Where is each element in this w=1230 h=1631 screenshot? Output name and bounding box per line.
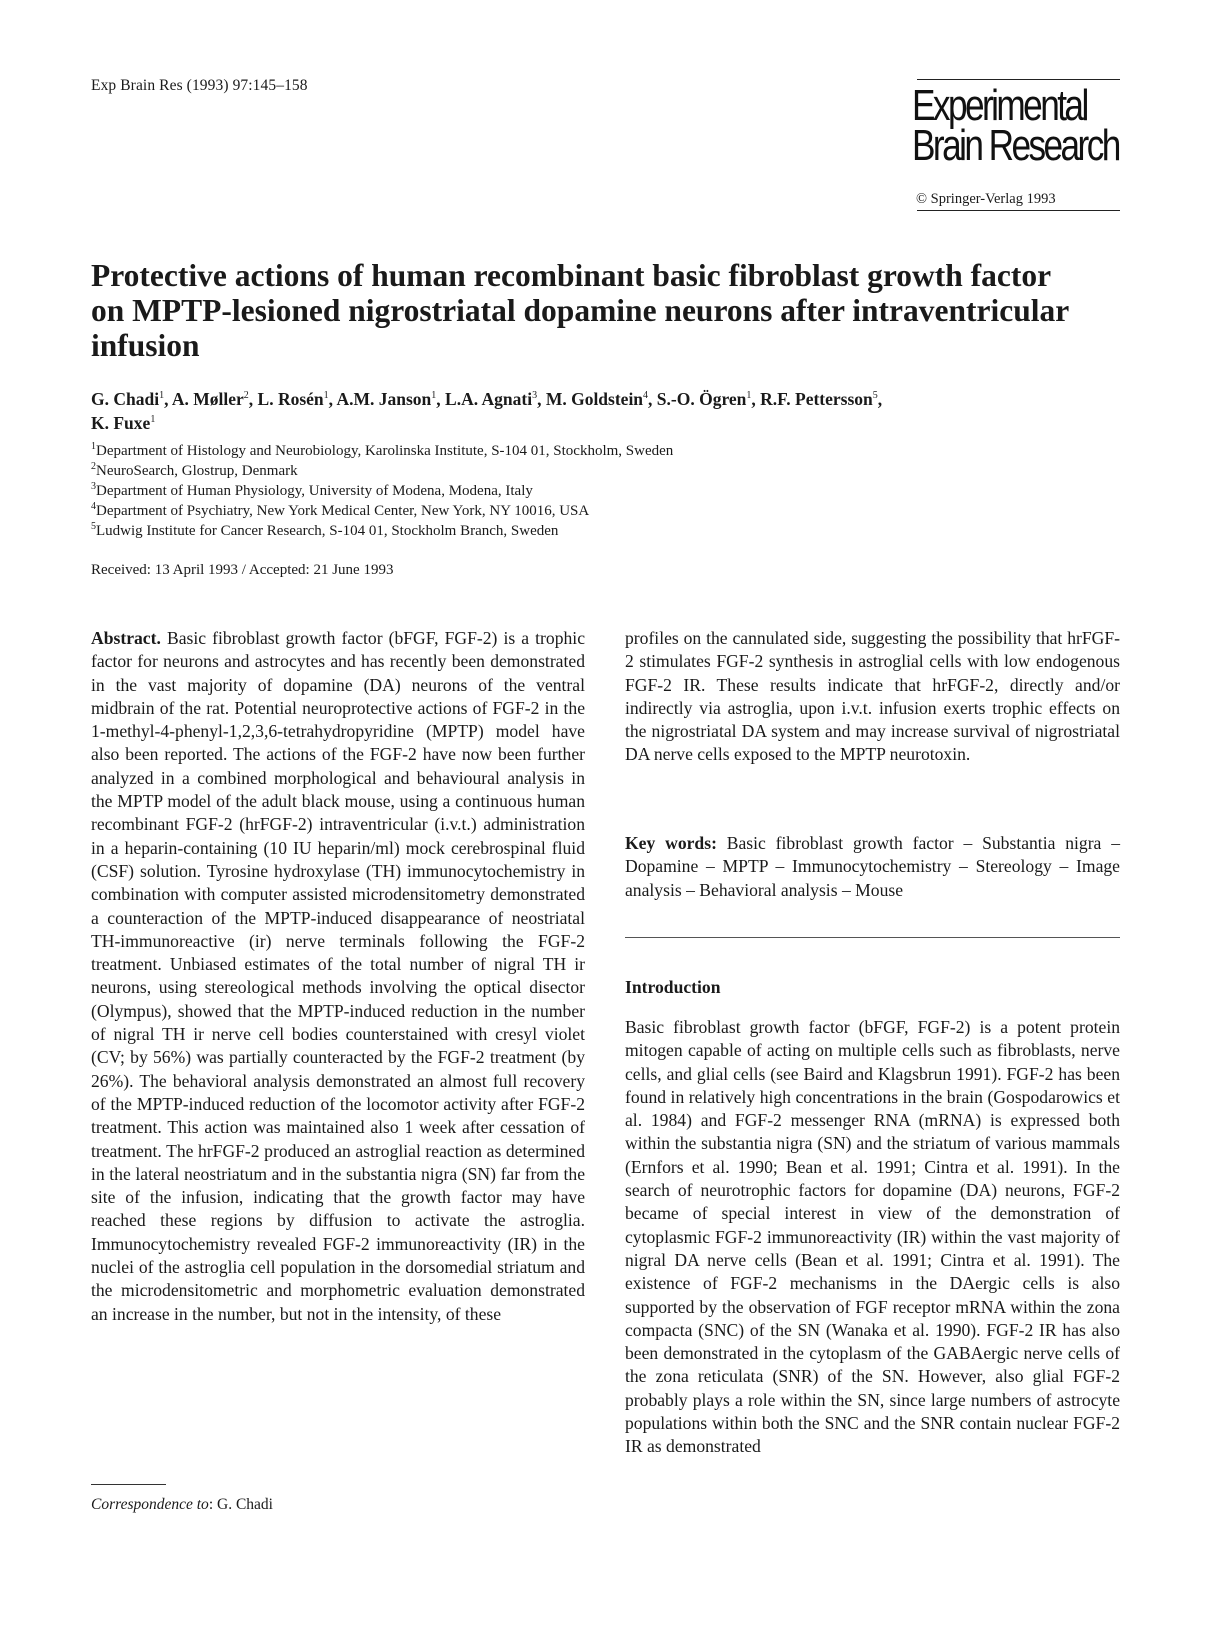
affiliation: $^1$Department of Histology and Neurobiology, Karolinska Institute, S-104 01, Stockholm, Sweden	[91, 441, 674, 459]
author-affiliation-mark: 3	[532, 390, 538, 402]
introduction-text: Basic fibroblast growth factor (bFGF, FGF-2) is a potent protein mitogen capable of acting on multiple cells such as fibroblasts, nerve cells, and glial cells (see Baird and Klagsbrun 1991). FGF-2 has been found in relatively high concentrations in the brain (Gospodarowics et al. 1984) and FGF-2 messenger RNA (mRNA) is expressed both within the substantia nigra (SN) and the striatum of various mammals (Ernfors et al. 1990; Bean et al. 1991; Cintra et al. 1991). In the search of neurotrophic factors for dopamine (DA) neurons, FGF-2 became of special interest in view of the demonstration of cytoplasmic FGF-2 immunoreactivity (IR) within the vast majority of nigral DA nerve cells (Bean et al. 1991; Cintra et al. 1991). The existence of FGF-2 mechanisms in the DAergic cells is also supported by the observation of FGF receptor mRNA within the zona compacta (SNC) of the SN (Wanaka et al. 1990). FGF-2 IR has also been demonstrated in the cytoplasm of the GABAergic nerve cells of the zona reticulata (SNR) of the SN. However, also glial FGF-2 probably plays a role within the SN, since large numbers of astrocyte populations within both the SNC and the SNR contain nuclear FGF-2 IR as demonstrated	[625, 1017, 1120, 1457]
abstract-continuation: profiles on the cannulated side, suggesting the possibility that hrFGF-2 stimulates FGF-2 synthesis in astroglial cells with low endogenous FGF-2 IR. These results indicate that hrFGF-2, directly and/or indirectly via astroglia, upon i.v.t. infusion exerts trophic effects on the nigrostriatal DA system and may increase survival of nigrostriatal DA nerve cells exposed to the MPTP neurotoxin.	[625, 628, 1120, 765]
author-affiliation-mark: 2	[243, 390, 249, 402]
footnote-rule	[91, 1484, 166, 1485]
author: L. Rosén	[257, 389, 324, 409]
abstract-label: Abstract.	[91, 628, 161, 648]
abstract-paragraph	[91, 627, 585, 1326]
affiliation: $^4$Department of Psychiatry, New York Medical Center, New York, NY 10016, USA	[91, 501, 590, 519]
author-affiliation-mark: 4	[643, 390, 649, 402]
journal-logo-rule-bottom	[917, 210, 1120, 211]
author: R.F. Pettersson	[760, 389, 873, 409]
author: M. Goldstein	[545, 389, 644, 409]
keywords-text: Basic fibroblast growth factor – Substantia nigra – Dopamine – MPTP – Immunocytochemistry – Stereology – Image analysis – Behavioral analysis – Mouse	[625, 833, 1120, 900]
author-affiliation-mark: 1	[746, 390, 752, 402]
journal-logo-line1: Experimental	[912, 81, 1087, 130]
journal-logo	[912, 81, 1119, 170]
received-accepted-dates: Received: 13 April 1993 / Accepted: 21 June 1993	[91, 562, 394, 578]
introduction-heading: Introduction	[625, 977, 721, 997]
author: L.A. Agnati	[445, 389, 533, 409]
author: G. Chadi	[91, 389, 160, 409]
abstract-text-left: Basic fibroblast growth factor (bFGF, FGF-2) is a trophic factor for neurons and astrocytes and has recently been demonstrated in the vast majority of dopamine (DA) neurons of the ventral midbrain of the rat. Potential neuroprotective actions of FGF-2 in the 1-methyl-4-phenyl-1,2,3,6-tetrahydropyridine (MPTP) model have also been reported. The actions of the FGF-2 have now been further analyzed in a combined morphological and behavioural analysis in the MPTP model of the adult black mouse, using a continuous human recombinant FGF-2 (hrFGF-2) intraventricular (i.v.t.) administration in a heparin-containing (10 IU heparin/ml) mock cerebrospinal fluid (CSF) solution. Tyrosine hydroxylase (TH) immunocytochemistry in combination with computer assisted microdensitometry demonstrated a counteraction of the MPTP-induced disappearance of neostriatal TH-immunoreactive (ir) nerve terminals following the FGF-2 treatment. Unbiased estimates of the total number of nigral TH ir neurons, using stereological methods involving the optical disector (Olympus), showed that the MPTP-induced reduction in the number of nigral TH ir nerve cell bodies counterstained with cresyl violet (CV; by 56%) was partially counteracted by the FGF-2 treatment (by 26%). The behavioral analysis demonstrated an almost full recovery of the MPTP-induced reduction of the locomotor activity after FGF-2 treatment. This action was maintained also 1 week after cessation of treatment. The hrFGF-2 produced an astroglial reaction as determined in the lateral neostriatum and in the substantia nigra (SN) far from the site of the infusion, indicating that the growth factor may have reached these regions by diffusion to activate the astroglia. Immunocytochemistry revealed FGF-2 immunoreactivity (IR) in the nuclei of the astroglia cell population in the dorsomedial striatum and the microdensitometric and morphometric evaluation demonstrated an increase in the number, but not in the intensity, of these	[91, 628, 585, 1324]
affiliation-list	[91, 441, 1131, 541]
copyright: © Springer-Verlag 1993	[916, 191, 1056, 207]
author-affiliation-mark: 1	[431, 390, 437, 402]
author-list: G. Chadi$^1$, A. Møller$^2$, L. Rosén$^1$, A.M. Janson$^1$, L.A. Agnati$^3$, M. Goldstein$^4$, S.-O. Ögren$^1$, R.F. Pettersson$^5$, K. Fuxe$^1$	[91, 389, 883, 433]
author-affiliation-mark: 1	[159, 390, 165, 402]
correspondence-label: Correspondence to	[91, 1496, 209, 1513]
correspondence-name: : G. Chadi	[208, 1496, 273, 1513]
author: A.M. Janson	[336, 389, 432, 409]
journal-logo-rule-top	[917, 79, 1120, 80]
journal-citation: Exp Brain Res (1993) 97:145–158	[91, 77, 308, 94]
article-title: Protective actions of human recombinant basic fibroblast growth factor on MPTP-lesioned nigrostriatal dopamine neurons after intraventricular infusion	[91, 258, 1069, 363]
section-divider	[625, 937, 1120, 938]
keywords-paragraph	[625, 832, 1120, 902]
journal-logo-line2: Brain Research	[912, 121, 1119, 170]
author: S.-O. Ögren	[656, 389, 747, 409]
affiliation: $^5$Ludwig Institute for Cancer Research, S-104 01, Stockholm Branch, Sweden	[91, 521, 559, 539]
author-affiliation-mark: 1	[323, 390, 329, 402]
correspondence-footnote	[91, 1496, 273, 1514]
author-affiliation-mark: 5	[872, 390, 878, 402]
keywords-label: Key words:	[625, 833, 717, 853]
affiliation: $^3$Department of Human Physiology, University of Modena, Modena, Italy	[91, 481, 533, 499]
author-affiliation-mark: 1	[150, 414, 156, 426]
author: A. Møller	[171, 389, 244, 409]
author: K. Fuxe	[91, 413, 151, 433]
affiliation: $^2$NeuroSearch, Glostrup, Denmark	[91, 461, 298, 479]
